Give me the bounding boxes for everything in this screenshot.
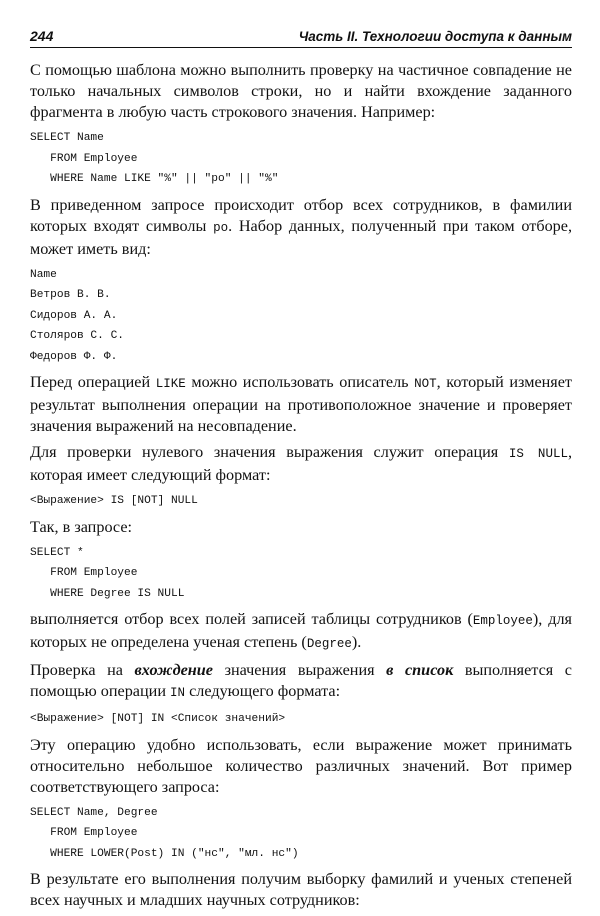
page-header: [30, 22, 572, 48]
paragraph-so-in-query: Так, в запросе:: [30, 517, 133, 536]
text: выполняется с помощью операции: [30, 661, 572, 700]
code-in-format: <Выражение> [NOT] IN <Список значений>: [30, 713, 286, 725]
text: Проверка на: [30, 661, 135, 679]
text: ).: [351, 633, 362, 651]
code-result-set: Name Ветров В. В. Сидоров А. А. Столяров С. С. Федоров Ф. Ф.: [30, 268, 124, 363]
inline-code: IN: [170, 686, 186, 700]
text: выполняется отбор всех полей записей таблицы сотрудников (: [30, 610, 473, 628]
inline-code: Employee: [472, 614, 533, 628]
text: . Набор данных, полученный при таком отборе, может иметь вид:: [30, 216, 572, 258]
inline-code: NOT: [414, 377, 437, 391]
paragraph-in-usage: Эту операцию удобно использовать, если выражение может принимать относительно небольшое количество различных значений. Вот пример соответствующего запроса:: [30, 735, 572, 796]
code-is-null-format: <Выражение> IS [NOT] NULL: [30, 495, 198, 507]
text: В приведенном запросе происходит отбор всех сотрудников, в фамилии которых входят символы: [30, 195, 572, 235]
inline-code: po: [213, 220, 229, 235]
emphasis: в список: [386, 661, 454, 679]
code-is-null-query: SELECT * FROM Employee WHERE Degree IS NULL: [30, 546, 185, 600]
paragraph-not-modifier: [30, 372, 572, 437]
text: значения выражения: [212, 661, 387, 679]
text: следующего формата:: [185, 682, 341, 700]
text: Для проверки нулевого значения выражения служит операция: [30, 443, 509, 461]
text: , которая имеет следующий формат:: [30, 443, 572, 484]
running-title: Часть II. Технологии доступа к данным: [298, 29, 572, 44]
code-like-query: SELECT Name FROM Employee WHERE Name LIKE "%" || "po" || "%": [30, 132, 279, 185]
book-page: [30, 22, 572, 916]
emphasis: вхождение: [134, 661, 213, 679]
text: ), для которых не определена ученая степень (: [30, 610, 572, 651]
paragraph-result: В результате его выполнения получим выборку фамилий и ученых степеней всех научных и младших научных сотрудников:: [30, 870, 572, 909]
text: можно использовать описатель: [185, 373, 415, 391]
paragraph-partial-match: С помощью шаблона можно выполнить проверку на частичное совпадение не только начальных символов строки, но и найти вхождение заданного фрагмента в любую часть строкового значения. Например:: [30, 61, 572, 121]
paragraph-is-null-explanation: [30, 609, 572, 655]
paragraph-is-null: [30, 442, 572, 486]
inline-code: IS NULL: [508, 447, 568, 461]
page-content: [30, 60, 572, 911]
page-number: 244: [30, 28, 54, 44]
text: , который изменяет результат выполнения операции на противоположное значение и проверяет значения выражений на несовпадение.: [30, 373, 572, 435]
paragraph-in-operation: [30, 660, 572, 704]
inline-code: Degree: [306, 637, 352, 651]
inline-code: LIKE: [155, 377, 186, 391]
text: Перед операцией: [30, 373, 156, 391]
code-in-query: SELECT Name, Degree FROM Employee WHERE LOWER(Post) IN ("нс", "мл. нс"): [30, 806, 299, 860]
paragraph-query-explanation: [30, 195, 572, 260]
